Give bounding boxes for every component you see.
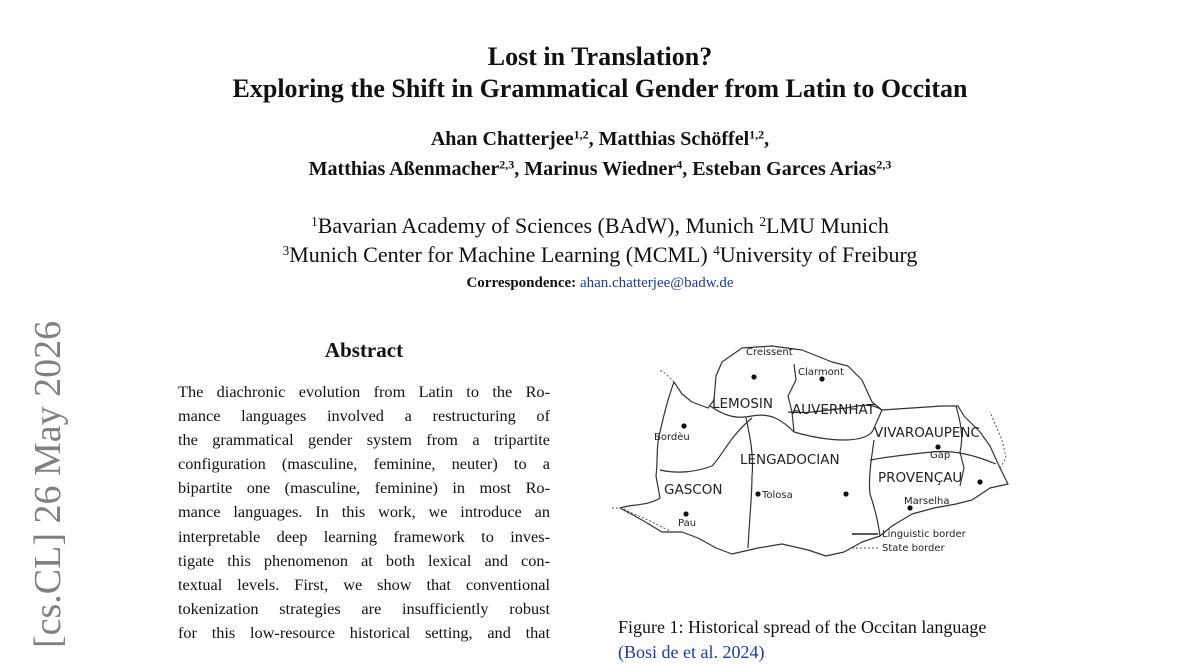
author-name: Marinus Wiedner <box>524 158 677 180</box>
map-city-label: Clarmont <box>798 367 844 378</box>
occitan-map-figure <box>612 336 1012 568</box>
abstract-heading: Abstract <box>324 338 404 362</box>
map-city-marker <box>683 511 688 516</box>
abstract-line: mance languages. In this work, we introduce an <box>178 502 550 522</box>
map-city-marker <box>755 491 760 496</box>
author-affil-marker: 2,3 <box>876 157 892 172</box>
affil-marker: 1 <box>311 213 318 229</box>
affiliations-line1 <box>0 212 1200 240</box>
map-city-marker <box>977 479 982 484</box>
abstract-body <box>178 380 550 645</box>
author-affil-marker: 2,3 <box>499 157 515 172</box>
correspondence-label: Correspondence: <box>466 275 577 291</box>
author-separator: , <box>588 128 599 150</box>
affiliation-text: Munich Center for Machine Learning (MCML) <box>289 242 714 267</box>
map-region-label: VIVAROAUPENC <box>874 425 980 441</box>
legend-label: State border <box>882 543 945 554</box>
figure-caption <box>618 615 1038 665</box>
author-affil-marker: 4 <box>676 157 683 172</box>
authors-line1 <box>0 125 1200 153</box>
correspondence-email-link[interactable]: ahan.chatterjee@badw.de <box>579 275 734 291</box>
author-separator: , <box>682 158 693 180</box>
author-name: Matthias Aßenmacher <box>308 158 500 180</box>
figure-caption-citation[interactable]: (Bosi de et al. 2024) <box>618 642 765 662</box>
abstract-line: interpretable deep learning framework to inves- <box>178 526 550 546</box>
affil-marker: 3 <box>282 242 290 258</box>
map-city-label: Bordèu <box>654 432 690 443</box>
affiliation-text: LMU Munich <box>766 213 889 238</box>
map-city-marker <box>843 491 848 496</box>
affil-marker: 4 <box>713 242 720 258</box>
map-state-border-alps <box>990 412 1006 468</box>
map-region-label: LEMOSIN <box>712 396 773 412</box>
map-region-label: PROVENÇAU <box>878 470 963 486</box>
affil-marker: 2 <box>759 213 767 229</box>
affiliations-line2 <box>0 241 1200 269</box>
abstract-line: The diachronic evolution from Latin to the Ro- <box>178 382 550 401</box>
abstract-line: configuration (masculine, feminine, neuter) to a <box>178 454 550 474</box>
map-border-lengadocian-west <box>746 418 753 548</box>
map-city-label: Pau <box>678 518 697 529</box>
author-separator: , <box>764 128 770 150</box>
map-state-border-north <box>660 370 674 382</box>
abstract-line: bipartite one (masculine, feminine) in most Ro- <box>178 478 550 498</box>
map-border-provencau <box>869 440 880 536</box>
author-affil-marker: 1,2 <box>573 127 589 142</box>
abstract-line: tokenization strategies are insufficiently robust <box>178 598 550 618</box>
legend-label: Linguistic border <box>882 529 966 540</box>
map-city-label: Creissent <box>746 347 793 358</box>
abstract-line: tigate this phenomenon at both lexical and con- <box>178 550 550 570</box>
map-border-gascon <box>660 418 752 472</box>
paper-title-line1: Lost in Translation? <box>487 42 713 71</box>
affiliation-text: University of Freiburg <box>719 242 918 267</box>
abstract-line: for this low-resource historical setting, and that <box>178 622 550 642</box>
map-region-label: AUVERNHAT <box>792 402 875 418</box>
map-city-marker <box>681 423 686 428</box>
author-separator: , <box>514 158 525 180</box>
author-affil-marker: 1,2 <box>749 127 765 142</box>
map-city-label: Tolosa <box>762 490 793 501</box>
arxiv-stamp: [cs.CL] 26 May 2026 <box>27 320 69 648</box>
paper-title-line2: Exploring the Shift in Grammatical Gender from Latin to Occitan <box>232 74 968 103</box>
map-city-label: Marselha <box>904 496 950 507</box>
author-name: Esteban Garces Arias <box>692 158 877 180</box>
author-name: Ahan Chatterjee <box>430 128 574 150</box>
figure-caption-text: Figure 1: Historical spread of the Occitan language <box>618 617 987 637</box>
abstract-line: the grammatical gender system from a tripartite <box>178 430 550 450</box>
map-region-label: LENGADOCIAN <box>740 452 840 468</box>
abstract-line: mance languages involved a restructuring of <box>178 406 550 426</box>
abstract-line: textual levels. First, we show that conventional <box>178 574 550 594</box>
affiliation-text: Bavarian Academy of Sciences (BAdW), Munich <box>317 213 760 238</box>
authors-line2 <box>0 155 1200 183</box>
map-legend <box>852 529 967 554</box>
map-region-label: GASCON <box>664 482 723 498</box>
correspondence <box>0 272 1200 294</box>
author-name: Matthias Schöffel <box>598 128 750 150</box>
map-city-marker <box>751 374 756 379</box>
map-city-label: Gap <box>930 450 951 461</box>
map-city-marker <box>935 444 940 449</box>
